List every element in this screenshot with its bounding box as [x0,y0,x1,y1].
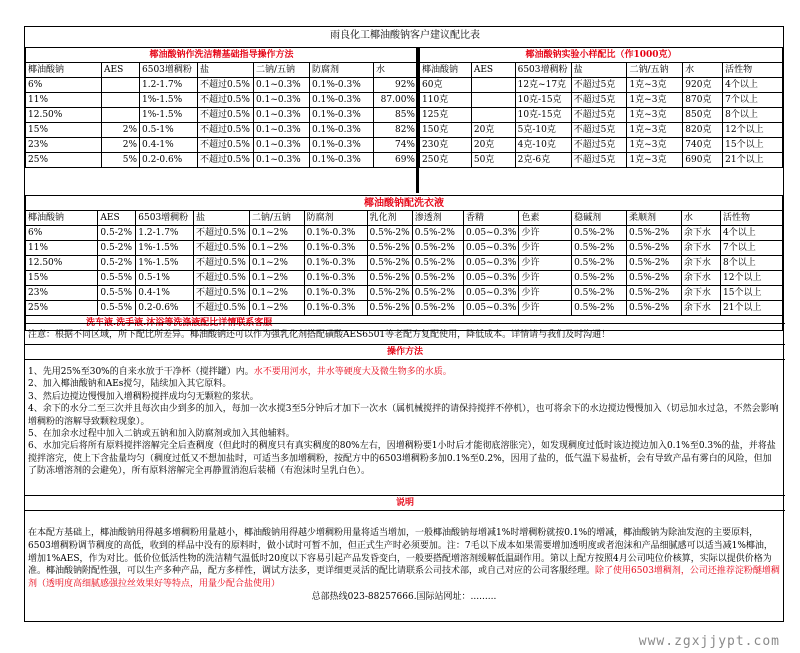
table-cell: 15% [26,123,102,138]
table-cell: 不超过5克 [571,78,627,93]
table-cell: 0.1~2% [249,256,304,271]
table-cell: 0.5-5% [98,286,136,301]
table-cell: 12.50% [26,108,102,123]
table-cell: 0.1%-0.3% [310,93,374,108]
table-cell: 0.1%-0.3% [310,153,374,168]
table-cell: 不超过5克 [571,123,627,138]
table-cell: 870克 [683,93,723,108]
table-cell: 少许 [519,256,572,271]
t3-column-header: 柔顺剂 [626,211,681,226]
table-cell: 0.5-1% [140,123,198,138]
table-cell: 0.1~0.3% [254,78,310,93]
operation-heading: 操作方法 [25,345,785,360]
t3-column-header: 稳碱剂 [572,211,627,226]
table-cell: 0.5-5% [98,301,136,316]
table-cell: 10克-15克 [515,108,571,123]
t2-column-header: 水 [683,63,723,78]
formula-sheet [24,26,784,622]
note-line: 注意：根据不同区域，所下配比所差异。椰油酸钠还可以作为强乳化剂搭配磺酸AES6501等老配方复配使用，降低成本。详情请与我们及时沟通！ [25,323,785,345]
table-cell: 1%-1.5% [136,241,194,256]
table-row [26,301,783,316]
table-cell: 0.4-1% [136,286,194,301]
table-cell: 0.1~2% [249,301,304,316]
t2-column-header: 椰油酸钠 [420,63,472,78]
t3-column-header: 活性物 [721,211,783,226]
table-cell: 920克 [683,78,723,93]
table-cell: 不超过0.5% [193,226,249,241]
table-cell: 0.1~2% [249,286,304,301]
table-cell: 余下水 [681,226,720,241]
table-cell: 0.2-0.6% [140,153,198,168]
hotline: 总部热线023-88257666.国际站网址：......... [311,591,497,602]
detergent-guide-heading: 椰油酸钠作洗洁精基础指导操作方法 [26,48,418,63]
table-row [26,153,418,168]
table-cell: 0.1%-0.3% [304,226,367,241]
table-cell: 不超过0.5% [193,301,249,316]
table-cell: 不超过0.5% [198,108,254,123]
table-cell: 12克~17克 [515,78,571,93]
table-cell: 50克 [471,153,515,168]
table-cell: 不超过0.5% [198,138,254,153]
table-cell: 0.05~0.3% [464,241,519,256]
table-cell: 87.00% [374,93,418,108]
table-row [26,123,418,138]
table-cell: 10克-15克 [515,93,571,108]
t1-column-header: 水 [374,63,418,78]
table-cell: 15个以上 [721,286,783,301]
table-cell: 150克 [420,123,472,138]
table-cell: 0.5-2% [98,226,136,241]
table-cell: 0.5%-2% [572,241,627,256]
table-cell: 0.1~0.3% [254,123,310,138]
table-cell: 0.5%-2% [367,271,412,286]
table-cell: 1克~3克 [627,93,683,108]
table-cell: 23% [26,286,98,301]
t3-column-header: 水 [681,211,720,226]
step-3: 3、然后边搅边慢慢加入增稠粉搅拌成均匀无颗粒的浆状。 [28,391,259,402]
table-row [26,108,418,123]
table-cell: 0.5-2% [98,241,136,256]
laundry-footnote: 洗车液.洗手液.沐浴等洗涤液配比详情联系客服 [26,316,783,331]
sample-1000g-heading: 椰油酸钠实验小样配比（作1000克） [420,48,783,63]
table-row [26,286,783,301]
table-cell: 不超过0.5% [198,123,254,138]
table-cell: 0.5-2% [98,256,136,271]
table-cell: 0.5%-2% [412,256,463,271]
t3-column-header: 6503增稠粉 [136,211,194,226]
t1-column-header: 6503增稠粉 [140,63,198,78]
table-cell: 0.05~0.3% [464,271,519,286]
table-cell: 15% [26,271,98,286]
table-cell: 6% [26,78,102,93]
table-cell: 0.5%-2% [572,286,627,301]
t3-column-header: 渗透剂 [412,211,463,226]
table-cell [102,108,140,123]
table-cell: 不超过5克 [571,108,627,123]
t3-column-header: AES [98,211,136,226]
table-cell: 1克~3克 [627,138,683,153]
table-cell: 0.5%-2% [412,286,463,301]
table-cell: 0.5%-2% [367,256,412,271]
t3-column-header: 椰油酸钠 [26,211,98,226]
t1-column-header: 二钠/五钠 [254,63,310,78]
table-cell: 不超过0.5% [193,286,249,301]
table-cell: 0.5%-2% [626,286,681,301]
table-cell: 20克 [471,123,515,138]
table-cell: 1.2-1.7% [136,226,194,241]
sample-1000g-table [419,47,783,168]
step-1 [28,366,780,378]
table-cell: 少许 [519,271,572,286]
t1-column-header: 椰油酸钠 [26,63,102,78]
table-cell: 60克 [420,78,472,93]
step-4: 4、余下的水分二至三次并且每次由少到多的加入，每加一次水搅3至5分钟后才加下一次水（属机械搅拌的请保持搅拌不停机），也可将余下的水边搅边慢慢加入（切忌加水过急，不然会影响增稠粉的溶解导致颗粒现象）。 [28,404,779,427]
table-cell: 0.5%-2% [367,226,412,241]
table-cell: 20克 [471,138,515,153]
table-cell: 0.5%-2% [572,226,627,241]
table-cell: 125克 [420,108,472,123]
t1-column-header: 防腐剂 [310,63,374,78]
table-cell: 1.2-1.7% [140,78,198,93]
table-cell: 0.5%-2% [412,226,463,241]
table-cell: 少许 [519,226,572,241]
watermark: www.zgxjjypt.com [638,634,780,649]
table-cell: 0.1%-0.3% [304,286,367,301]
table-cell: 0.1~0.3% [254,108,310,123]
table-cell: 0.1~0.3% [254,153,310,168]
table-cell: 11% [26,241,98,256]
table-cell [102,78,140,93]
table-cell: 不超过0.5% [193,241,249,256]
table-cell: 0.5%-2% [626,301,681,316]
t3-column-header: 二钠/五钠 [249,211,304,226]
table-cell: 1%-1.5% [140,108,198,123]
table-row [420,108,783,123]
table-cell: 不超过5克 [571,138,627,153]
table-cell: 740克 [683,138,723,153]
table-row [420,138,783,153]
explanation-body [28,527,780,604]
table-row [420,123,783,138]
table-cell: 0.4-1% [140,138,198,153]
table-cell: 12个以上 [721,271,783,286]
table-cell: 0.1~2% [249,241,304,256]
table-cell: 5克-10克 [515,123,571,138]
table-cell: 82% [374,123,418,138]
table-cell: 23% [26,138,102,153]
table-cell: 7个以上 [723,93,783,108]
table-cell: 1克~3克 [627,108,683,123]
table-cell: 0.05~0.3% [464,256,519,271]
table-cell: 0.5%-2% [626,241,681,256]
table-cell: 0.5%-2% [367,286,412,301]
table-cell: 余下水 [681,301,720,316]
table-cell: 21个以上 [721,301,783,316]
laundry-liquid-table [25,195,783,331]
step-5: 5、在加余水过程中加入二钠或五钠和加入防腐剂或加入其他辅料。 [28,429,295,440]
table-cell: 0.1%-0.3% [310,78,374,93]
table-cell: 4个以上 [723,78,783,93]
table-cell: 8个以上 [721,256,783,271]
table-cell: 0.5%-2% [367,241,412,256]
table-cell: 0.05~0.3% [464,301,519,316]
table-cell: 0.1%-0.3% [304,256,367,271]
table-cell: 0.1%-0.3% [304,241,367,256]
table-cell: 0.5-1% [136,271,194,286]
t2-column-header: 二钠/五钠 [627,63,683,78]
table-cell: 0.5%-2% [412,301,463,316]
table-cell: 1%-1.5% [140,93,198,108]
table-cell: 0.5%-2% [367,301,412,316]
table-cell: 1克~3克 [627,78,683,93]
table-cell: 0.1%-0.3% [310,108,374,123]
table-cell: 1克~3克 [627,153,683,168]
table-cell: 69% [374,153,418,168]
table-cell: 0.5%-2% [572,301,627,316]
table-cell: 21个以上 [723,153,783,168]
table-row [26,78,418,93]
table-cell: 余下水 [681,286,720,301]
table-cell: 0.05~0.3% [464,286,519,301]
sheet-title: 雨良化工椰油酸钠客户建议配比表 [330,30,480,41]
table-cell: 0.2-0.6% [136,301,194,316]
t2-column-header: 盐 [571,63,627,78]
t1-column-header: AES [102,63,140,78]
table-cell: 2% [102,138,140,153]
table-cell: 0.05~0.3% [464,226,519,241]
table-cell: 余下水 [681,241,720,256]
table-cell: 0.5%-2% [626,256,681,271]
t3-column-header: 香精 [464,211,519,226]
table-cell: 少许 [519,241,572,256]
table-cell: 0.1~0.3% [254,138,310,153]
table-cell: 1%-1.5% [136,256,194,271]
explanation-highlight: 除了使用6503增稠剂，公司还推荐淀粉醚增稠剂（透明度高细腻感强拉丝效果好等特点，用量少配合盐使用） [28,566,780,590]
table-cell: 0.1~2% [249,226,304,241]
table-cell: 12个以上 [723,123,783,138]
table-cell: 0.1~2% [249,271,304,286]
table-cell: 不超过0.5% [198,153,254,168]
table-cell: 0.1%-0.3% [304,301,367,316]
operation-steps [28,366,780,478]
table-cell: 0.5%-2% [572,256,627,271]
table-cell: 不超过0.5% [193,256,249,271]
table-cell: 0.5%-2% [626,226,681,241]
step-2: 2、加入椰油酸钠和AEs搅匀，陆续加入其它原料。 [28,379,232,390]
table-cell: 0.1%-0.3% [310,123,374,138]
table-cell: 11% [26,93,102,108]
t3-column-header: 乳化剂 [367,211,412,226]
table-cell: 不超过0.5% [193,271,249,286]
table-cell: 不超过5克 [571,93,627,108]
explanation-heading: 说明 [25,495,785,511]
table-row [26,138,418,153]
table-cell: 0.1~0.3% [254,93,310,108]
table-cell: 0.5%-2% [412,241,463,256]
table-cell: 12.50% [26,256,98,271]
table-cell: 74% [374,138,418,153]
t2-column-header: 活性物 [723,63,783,78]
table-cell: 2% [102,123,140,138]
table-row [26,93,418,108]
table-cell: 0.1%-0.3% [304,271,367,286]
table-cell: 少许 [519,286,572,301]
step-1-text: 1、先用25%至30%的自来水放于干净杯（搅拌罐）内。 [28,367,254,377]
detergent-guide-table [25,47,418,168]
t2-column-header: 6503增稠粉 [515,63,571,78]
table-row [26,256,783,271]
table-cell: 690克 [683,153,723,168]
table-cell: 250克 [420,153,472,168]
table-row [26,226,783,241]
table-cell: 4个以上 [721,226,783,241]
explanation-text: 在本配方基础上，椰油酸钠用得越多增稠粉用量越小，椰油酸钠用得越少增稠粉用量将适当增加，一般椰油酸钠每增减1%时增稠粉就按0.1%的增减，椰油酸钠为除油发泡的主要原料，6503增稠粉调节稠度的高低，收到的样品中没有的原料时，做小试时可暂不加，但正式生产时必须要加。注：7毛以下成本如果需要增加透明度或者泡沫和产品细腻感可以适当减1%椰油，增加1%AES，作为对比。低价位低活性物的洗洁精气温低时20度以下容易引起产品发昏变白，一般要搭配增溶剂缓解低温副作用。第以上配方按照4月公司吨位价核算，实际以提供价格为准。椰油酸钠附配性强，可以生产多种产品，配方多样性，调试方法多，更详细更灵活的配比请联系公司技术部，或自己对应的公司客服经理。 [28,528,773,577]
table-cell: 820克 [683,123,723,138]
table-cell [471,78,515,93]
t3-column-header: 防腐剂 [304,211,367,226]
table-cell: 0.5-5% [98,271,136,286]
table-cell: 1克~3克 [627,123,683,138]
t3-column-header: 盐 [193,211,249,226]
table-cell: 0.5%-2% [626,271,681,286]
t1-column-header: 盐 [198,63,254,78]
table-cell: 4克-10克 [515,138,571,153]
table-cell [471,108,515,123]
table-cell: 15个以上 [723,138,783,153]
table-cell: 25% [26,153,102,168]
table-cell: 0.5%-2% [572,271,627,286]
t2-column-header: AES [471,63,515,78]
table-cell: 0.5%-2% [412,271,463,286]
table-cell: 25% [26,301,98,316]
table-cell: 230克 [420,138,472,153]
table-cell: 8个以上 [723,108,783,123]
table-cell: 92% [374,78,418,93]
table-cell: 2克-6克 [515,153,571,168]
laundry-liquid-heading: 椰油酸钠配洗衣液 [26,196,783,211]
table-cell: 850克 [683,108,723,123]
t3-column-header: 色素 [519,211,572,226]
table-cell: 7个以上 [721,241,783,256]
table-row [26,271,783,286]
table-cell: 不超过5克 [571,153,627,168]
table-cell: 110克 [420,93,472,108]
table-cell: 85% [374,108,418,123]
table-cell: 少许 [519,301,572,316]
table-cell: 不超过0.5% [198,78,254,93]
table-cell: 5% [102,153,140,168]
table-row [420,93,783,108]
step-1-warning: 水不要用河水，井水等硬度大及微生物多的水质。 [253,367,452,377]
table-cell [102,93,140,108]
table-cell: 不超过0.5% [198,93,254,108]
table-cell: 6% [26,226,98,241]
table-row [420,78,783,93]
table-cell: 余下水 [681,271,720,286]
table-row [26,241,783,256]
table-row [420,153,783,168]
table-cell [471,93,515,108]
table-cell: 0.1%-0.3% [310,138,374,153]
table-cell: 余下水 [681,256,720,271]
step-6: 6、水加完后将所有原料搅拌溶解完全后查稠度（但此时的稠度只有真实稠度的80%左右，因增稠粉要1小时后才能彻底溶胀完），如发现稠度过低时该边搅边加入0.1%至0.3%的盐，并将盐搅拌溶完，使上下含盐量均匀（稠度过低又不想加盐时，可适当多加增稠粉，按配方中的6503增稠粉多加0.1%至0.2%，因用了盐的，低气温下易盐析，会有导致产品有雾白的风险，但加了防冻增溶剂的会避免），所有原料溶解完全再静置消泡后装桶（有泡沫时呈乳白色）。 [28,441,776,477]
